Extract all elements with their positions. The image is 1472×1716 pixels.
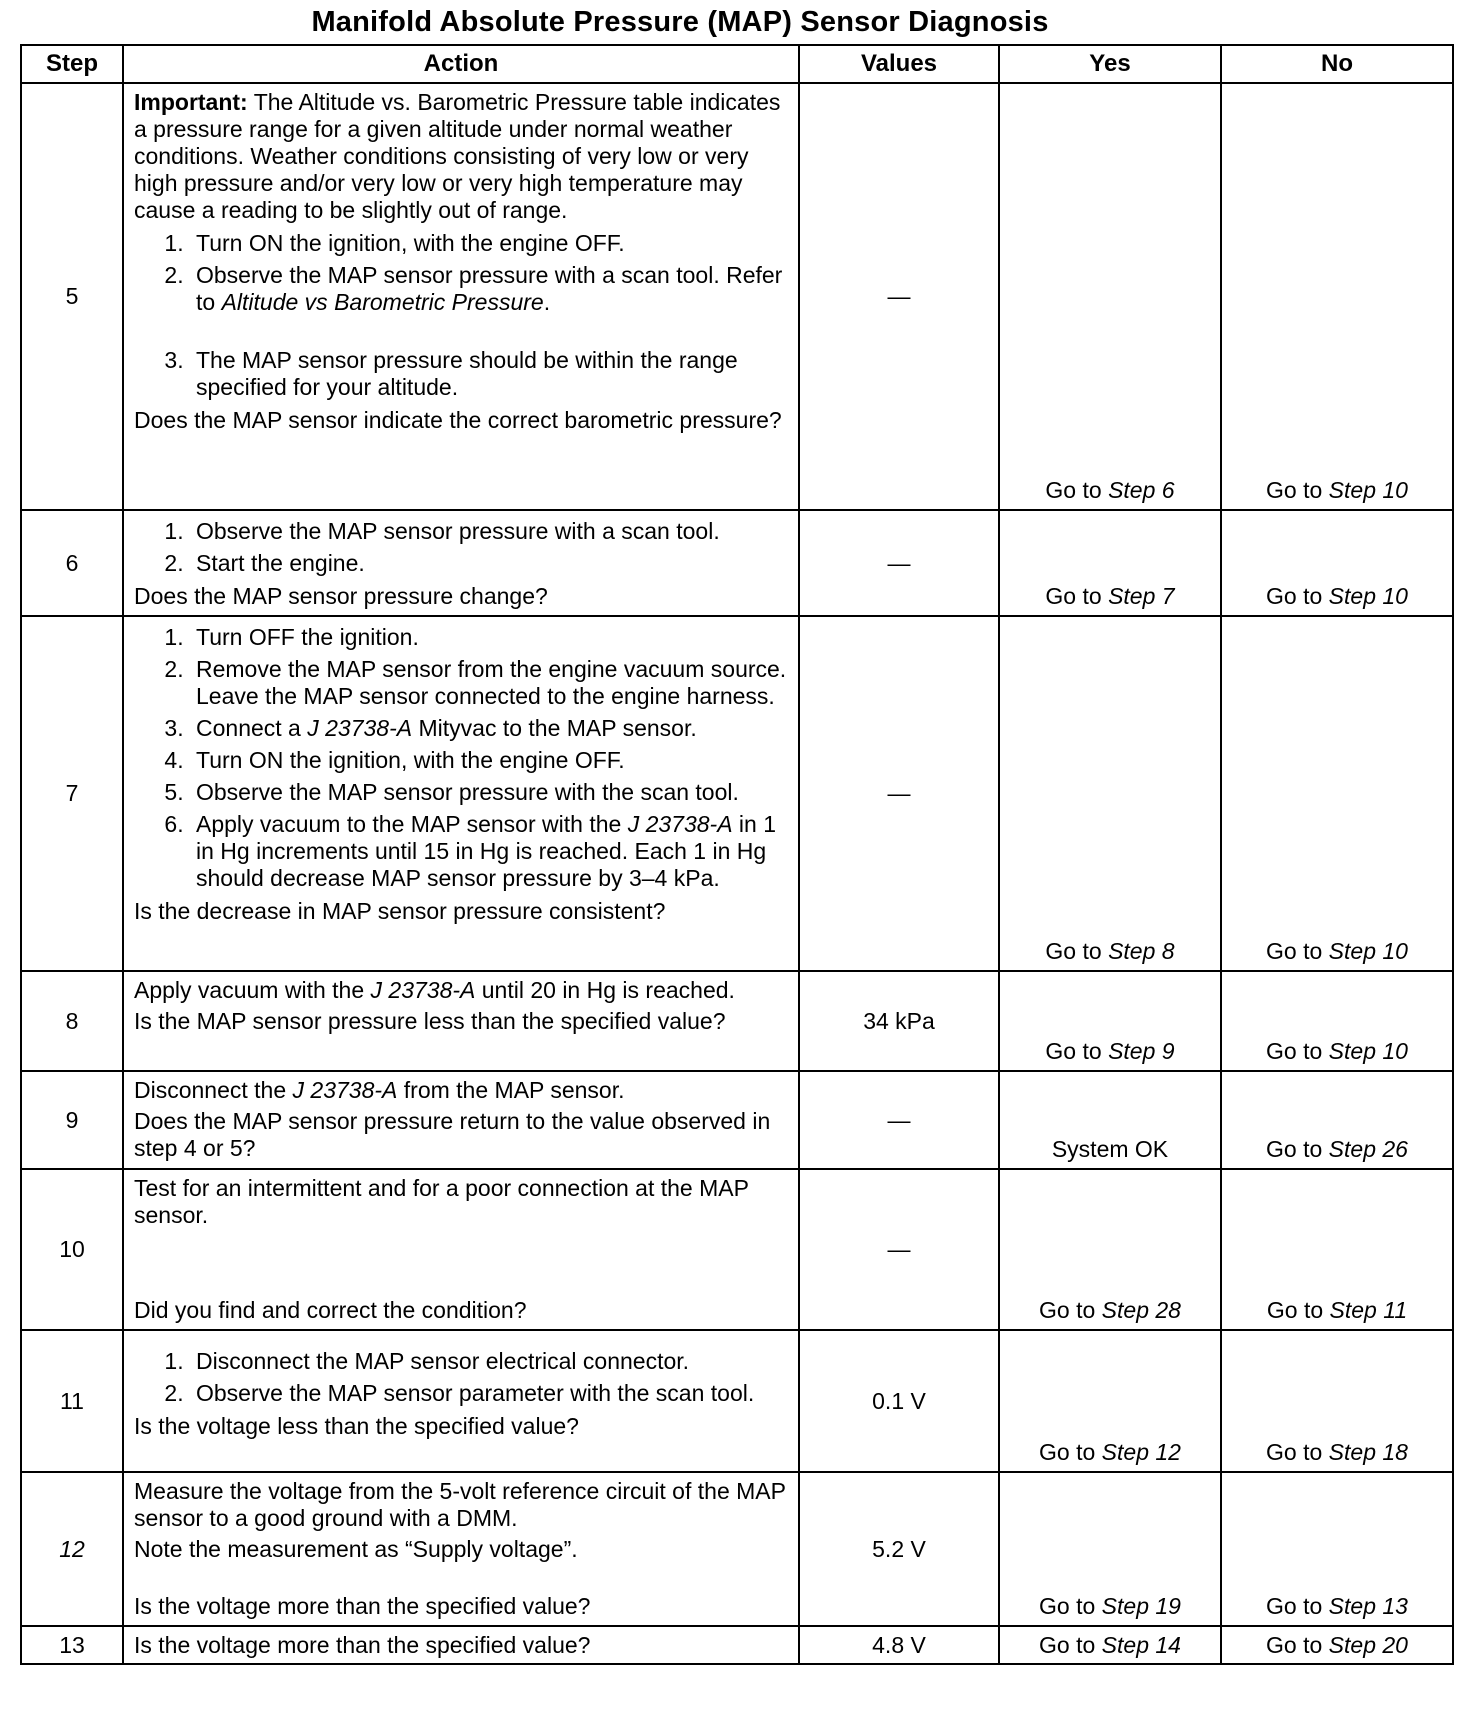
step-number: 6 bbox=[21, 510, 123, 616]
no-cell bbox=[1221, 616, 1453, 971]
action-cell bbox=[123, 1330, 799, 1472]
yes-cell bbox=[999, 1330, 1221, 1472]
yes-cell bbox=[999, 510, 1221, 616]
value-cell: — bbox=[799, 1169, 999, 1330]
table-row bbox=[21, 1330, 1453, 1472]
yes-prefix: Go to bbox=[1045, 938, 1109, 964]
value-cell: 34 kPa bbox=[799, 971, 999, 1071]
step-number: 7 bbox=[21, 616, 123, 971]
header-step: Step bbox=[21, 45, 123, 83]
list-item bbox=[190, 262, 790, 342]
question: Does the MAP sensor pressure return to the value observed in step 4 or 5? bbox=[134, 1108, 771, 1161]
header-no: No bbox=[1221, 45, 1453, 83]
yes-prefix: Go to bbox=[1039, 1297, 1102, 1323]
table-row bbox=[21, 83, 1453, 510]
action-text-part: from the MAP sensor. bbox=[397, 1077, 625, 1103]
no-prefix: Go to bbox=[1266, 938, 1329, 964]
reference-link: Altitude vs Barometric Pressure bbox=[221, 289, 544, 315]
tool-ref: J 23738-A bbox=[292, 1077, 398, 1103]
action-steps bbox=[134, 1348, 790, 1407]
no-step-ref: Step 10 bbox=[1328, 477, 1408, 503]
table-row bbox=[21, 1626, 1453, 1664]
yes-step-ref: Step 6 bbox=[1108, 477, 1175, 503]
list-item bbox=[190, 715, 790, 742]
action-cell bbox=[123, 1071, 799, 1169]
no-cell bbox=[1221, 1330, 1453, 1472]
step-number: 8 bbox=[21, 971, 123, 1071]
action-cell bbox=[123, 971, 799, 1071]
action-cell bbox=[123, 1472, 799, 1626]
list-item-text: Connect a bbox=[196, 715, 308, 741]
action-text-part: until 20 in Hg is reached. bbox=[475, 977, 735, 1003]
list-item: 3. The MAP sensor pressure should be within the range specified for your altitude. bbox=[190, 347, 790, 401]
yes-cell bbox=[999, 1472, 1221, 1626]
no-cell bbox=[1221, 1626, 1453, 1664]
question: Does the MAP sensor pressure change? bbox=[134, 583, 548, 609]
important-label: Important: bbox=[134, 89, 248, 115]
question: Is the voltage more than the specified value? bbox=[134, 1593, 591, 1619]
no-step-ref: Step 26 bbox=[1328, 1136, 1408, 1162]
header-values: Values bbox=[799, 45, 999, 83]
action-text bbox=[134, 977, 790, 1004]
action-steps bbox=[134, 624, 790, 892]
diagnosis-table bbox=[20, 44, 1454, 1665]
action-cell bbox=[123, 510, 799, 616]
yes-step-ref: Step 14 bbox=[1101, 1631, 1181, 1658]
no-step-ref: Step 11 bbox=[1329, 1297, 1408, 1323]
table-row bbox=[21, 510, 1453, 616]
no-prefix: Go to bbox=[1266, 477, 1329, 503]
header-action: Action bbox=[123, 45, 799, 83]
list-item-text: . bbox=[543, 289, 551, 315]
value-cell: 0.1 V bbox=[799, 1330, 999, 1472]
list-item: 1. Observe the MAP sensor pressure with a scan tool. bbox=[190, 518, 790, 545]
value-cell: — bbox=[799, 510, 999, 616]
no-cell bbox=[1221, 1071, 1453, 1169]
step-number: 12 bbox=[21, 1472, 123, 1626]
action-cell bbox=[123, 1626, 799, 1664]
action-cell bbox=[123, 83, 799, 510]
no-cell bbox=[1221, 1472, 1453, 1626]
no-prefix: Go to bbox=[1266, 1593, 1329, 1619]
action-cell bbox=[123, 1169, 799, 1330]
yes-step-ref: Step 7 bbox=[1108, 583, 1175, 609]
yes-step-ref: Step 12 bbox=[1101, 1439, 1181, 1465]
yes-cell bbox=[999, 971, 1221, 1071]
list-item: 2. Start the engine. bbox=[190, 550, 790, 577]
no-step-ref: Step 20 bbox=[1328, 1631, 1408, 1658]
tool-ref: J 23738-A bbox=[307, 715, 413, 741]
table-row bbox=[21, 616, 1453, 971]
list-item: 2. Observe the MAP sensor parameter with the scan tool. bbox=[190, 1380, 790, 1407]
header-yes: Yes bbox=[999, 45, 1221, 83]
important-text: The Altitude vs. Barometric Pressure table indicates a pressure range for a given altitude under normal weather conditions. Weather conditions consisting of very low or very high pressure and/or very low or very high temperature may cause a reading to be slightly out of range. bbox=[134, 89, 781, 223]
value-cell: — bbox=[799, 1071, 999, 1169]
step-number: 5 bbox=[21, 83, 123, 510]
page-title: Manifold Absolute Pressure (MAP) Sensor Diagnosis bbox=[311, 6, 1049, 38]
list-item: 1. Turn ON the ignition, with the engine OFF. bbox=[190, 230, 790, 257]
yes-step-ref: Step 28 bbox=[1101, 1297, 1181, 1323]
yes-cell bbox=[999, 83, 1221, 510]
list-item-text: in 1 in Hg increments until 15 in Hg is reached. Each 1 in Hg should decrease MAP sensor pressure by 3–4 kPa. bbox=[196, 811, 777, 891]
step-number: 10 bbox=[21, 1169, 123, 1330]
question: Is the decrease in MAP sensor pressure consistent? bbox=[134, 898, 666, 924]
yes-prefix: Go to bbox=[1045, 583, 1109, 609]
action-note: Note the measurement as “Supply voltage”. bbox=[134, 1536, 578, 1562]
action-text-part: Apply vacuum with the bbox=[134, 977, 371, 1003]
step-number: 11 bbox=[21, 1330, 123, 1472]
value-cell: — bbox=[799, 83, 999, 510]
yes-step-ref: Step 9 bbox=[1108, 1038, 1175, 1064]
yes-cell bbox=[999, 616, 1221, 971]
question: Did you find and correct the condition? bbox=[134, 1297, 527, 1323]
list-item: 1. Turn OFF the ignition. bbox=[190, 624, 790, 651]
no-step-ref: Step 10 bbox=[1328, 583, 1408, 609]
step-number: 9 bbox=[21, 1071, 123, 1169]
list-item: 5. Observe the MAP sensor pressure with the scan tool. bbox=[190, 779, 790, 806]
question: Is the voltage less than the specified value? bbox=[134, 1413, 579, 1439]
step-number: 13 bbox=[21, 1626, 123, 1664]
value-cell: — bbox=[799, 616, 999, 971]
yes-cell bbox=[999, 1169, 1221, 1330]
no-prefix: Go to bbox=[1266, 1439, 1329, 1465]
no-prefix: Go to bbox=[1266, 1297, 1330, 1323]
value-cell: 5.2 V bbox=[799, 1472, 999, 1626]
list-item-text: Mityvac to the MAP sensor. bbox=[412, 715, 697, 741]
no-step-ref: Step 18 bbox=[1328, 1439, 1408, 1465]
action-text bbox=[134, 1077, 790, 1104]
yes-step-ref: Step 8 bbox=[1108, 938, 1175, 964]
table-row bbox=[21, 1169, 1453, 1330]
list-item bbox=[190, 811, 790, 892]
question: Is the MAP sensor pressure less than the specified value? bbox=[134, 1008, 726, 1034]
list-item: 1. Disconnect the MAP sensor electrical connector. bbox=[190, 1348, 790, 1375]
yes-prefix: Go to bbox=[1045, 1038, 1109, 1064]
no-prefix: Go to bbox=[1266, 1136, 1329, 1162]
yes-prefix: Go to bbox=[1039, 1439, 1102, 1465]
no-prefix: Go to bbox=[1266, 583, 1329, 609]
no-step-ref: Step 10 bbox=[1328, 1038, 1408, 1064]
action-text: Measure the voltage from the 5-volt reference circuit of the MAP sensor to a good ground with a DMM. bbox=[134, 1478, 786, 1531]
important-note bbox=[134, 89, 790, 224]
question: Is the voltage more than the specified value? bbox=[134, 1631, 591, 1658]
list-item: 2. Remove the MAP sensor from the engine vacuum source. Leave the MAP sensor connected to the engine harness. bbox=[190, 656, 790, 710]
no-step-ref: Step 13 bbox=[1328, 1593, 1408, 1619]
question: Does the MAP sensor indicate the correct barometric pressure? bbox=[134, 407, 782, 433]
action-text-part: Disconnect the bbox=[134, 1077, 293, 1103]
yes-cell bbox=[999, 1626, 1221, 1664]
action-steps bbox=[134, 230, 790, 401]
no-step-ref: Step 10 bbox=[1328, 938, 1408, 964]
no-cell bbox=[1221, 510, 1453, 616]
table-row bbox=[21, 1472, 1453, 1626]
yes-cell: System OK bbox=[999, 1071, 1221, 1169]
no-prefix: Go to bbox=[1266, 1631, 1329, 1658]
action-text: Test for an intermittent and for a poor connection at the MAP sensor. bbox=[134, 1175, 749, 1228]
table-row bbox=[21, 971, 1453, 1071]
action-steps bbox=[134, 518, 790, 577]
yes-prefix: Go to bbox=[1039, 1631, 1102, 1658]
tool-ref: J 23738-A bbox=[627, 811, 733, 837]
list-item-text: Apply vacuum to the MAP sensor with the bbox=[196, 811, 628, 837]
list-item-text: Observe the MAP sensor pressure with a scan tool. Refer to bbox=[196, 262, 783, 315]
no-prefix: Go to bbox=[1266, 1038, 1329, 1064]
no-cell bbox=[1221, 971, 1453, 1071]
yes-prefix: Go to bbox=[1039, 1593, 1102, 1619]
value-cell: 4.8 V bbox=[799, 1626, 999, 1664]
no-cell bbox=[1221, 83, 1453, 510]
list-item: 4. Turn ON the ignition, with the engine OFF. bbox=[190, 747, 790, 774]
tool-ref: J 23738-A bbox=[370, 977, 476, 1003]
yes-step-ref: Step 19 bbox=[1101, 1593, 1181, 1619]
yes-prefix: Go to bbox=[1045, 477, 1109, 503]
no-cell bbox=[1221, 1169, 1453, 1330]
action-cell bbox=[123, 616, 799, 971]
table-header-row bbox=[21, 45, 1453, 83]
table-row bbox=[21, 1071, 1453, 1169]
